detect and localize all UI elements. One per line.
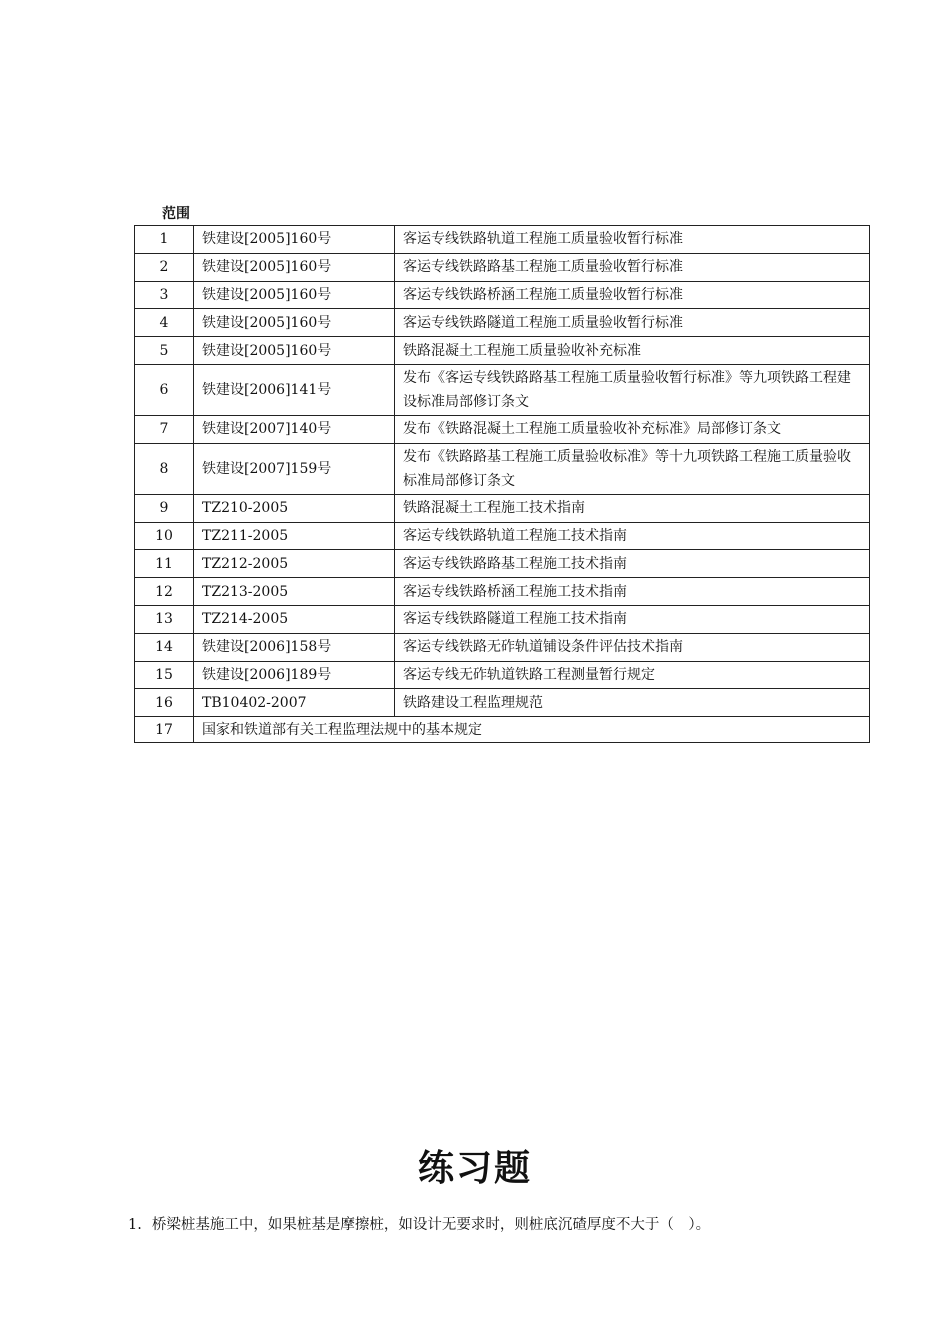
row-number: 10	[135, 522, 194, 550]
row-number: 3	[135, 281, 194, 309]
row-number: 1	[135, 226, 194, 254]
table-row	[135, 689, 870, 717]
table-row	[135, 226, 870, 254]
row-number: 7	[135, 415, 194, 443]
standard-code: TZ211-2005	[194, 522, 395, 550]
row-number: 4	[135, 309, 194, 337]
row-number: 14	[135, 633, 194, 661]
question-item	[128, 1213, 710, 1234]
row-number: 9	[135, 494, 194, 522]
standard-title: 客运专线铁路轨道工程施工技术指南	[395, 522, 870, 550]
table-row	[135, 443, 870, 494]
standard-title: 客运专线铁路路基工程施工技术指南	[395, 550, 870, 578]
row-number: 16	[135, 689, 194, 717]
standard-code: 铁建设[2006]158号	[194, 633, 395, 661]
standard-title: 客运专线铁路轨道工程施工质量验收暂行标准	[395, 226, 870, 254]
table-row	[135, 253, 870, 281]
standard-title: 客运专线铁路隧道工程施工质量验收暂行标准	[395, 309, 870, 337]
standards-table-body	[135, 226, 870, 743]
table-row	[135, 522, 870, 550]
table-row	[135, 415, 870, 443]
standard-title: 客运专线无砟轨道铁路工程测量暂行规定	[395, 661, 870, 689]
last-row-text: 国家和铁道部有关工程监理法规中的基本规定	[194, 717, 870, 743]
standard-title: 发布《铁路混凝土工程施工质量验收补充标准》局部修订条文	[395, 415, 870, 443]
table-row	[135, 661, 870, 689]
standard-code: 铁建设[2006]141号	[194, 364, 395, 415]
row-number: 11	[135, 550, 194, 578]
table-row	[135, 281, 870, 309]
standard-title: 客运专线铁路桥涵工程施工技术指南	[395, 578, 870, 606]
row-number: 6	[135, 364, 194, 415]
standard-code: 铁建设[2007]159号	[194, 443, 395, 494]
table-row	[135, 364, 870, 415]
standard-code: 铁建设[2007]140号	[194, 415, 395, 443]
standard-title: 铁路混凝土工程施工质量验收补充标准	[395, 337, 870, 365]
row-number: 12	[135, 578, 194, 606]
standard-title: 铁路混凝土工程施工技术指南	[395, 494, 870, 522]
standard-title: 发布《客运专线铁路路基工程施工质量验收暂行标准》等九项铁路工程建设标准局部修订条文	[395, 364, 870, 415]
range-heading: 范围	[162, 206, 190, 222]
standard-code: 铁建设[2005]160号	[194, 226, 395, 254]
standard-code: TB10402-2007	[194, 689, 395, 717]
standard-code: 铁建设[2005]160号	[194, 309, 395, 337]
row-number: 13	[135, 605, 194, 633]
standard-title: 客运专线铁路桥涵工程施工质量验收暂行标准	[395, 281, 870, 309]
standard-code: TZ212-2005	[194, 550, 395, 578]
standard-title: 发布《铁路路基工程施工质量验收标准》等十九项铁路工程施工质量验收标准局部修订条文	[395, 443, 870, 494]
table-row	[135, 550, 870, 578]
table-row	[135, 578, 870, 606]
table-row	[135, 605, 870, 633]
standard-code: TZ210-2005	[194, 494, 395, 522]
question-text: 桥梁桩基施工中，如果桩基是摩擦桩，如设计无要求时，则桩底沉碴厚度不大于（ ）。	[151, 1217, 711, 1233]
table-row	[135, 717, 870, 743]
standard-title: 铁路建设工程监理规范	[395, 689, 870, 717]
standard-code: 铁建设[2005]160号	[194, 253, 395, 281]
question-number: 1.	[128, 1217, 142, 1233]
table-row	[135, 309, 870, 337]
table-row	[135, 633, 870, 661]
standard-title: 客运专线铁路路基工程施工质量验收暂行标准	[395, 253, 870, 281]
row-number: 5	[135, 337, 194, 365]
row-number: 17	[135, 717, 194, 743]
exercise-title: 练习题	[417, 1148, 532, 1189]
row-number: 15	[135, 661, 194, 689]
standard-code: TZ214-2005	[194, 605, 395, 633]
standard-title: 客运专线铁路隧道工程施工技术指南	[395, 605, 870, 633]
table-row	[135, 494, 870, 522]
row-number: 2	[135, 253, 194, 281]
standard-code: 铁建设[2005]160号	[194, 337, 395, 365]
standard-code: 铁建设[2006]189号	[194, 661, 395, 689]
standard-title: 客运专线铁路无砟轨道铺设条件评估技术指南	[395, 633, 870, 661]
standards-table	[134, 225, 870, 743]
standard-code: TZ213-2005	[194, 578, 395, 606]
row-number: 8	[135, 443, 194, 494]
table-row	[135, 337, 870, 365]
standard-code: 铁建设[2005]160号	[194, 281, 395, 309]
